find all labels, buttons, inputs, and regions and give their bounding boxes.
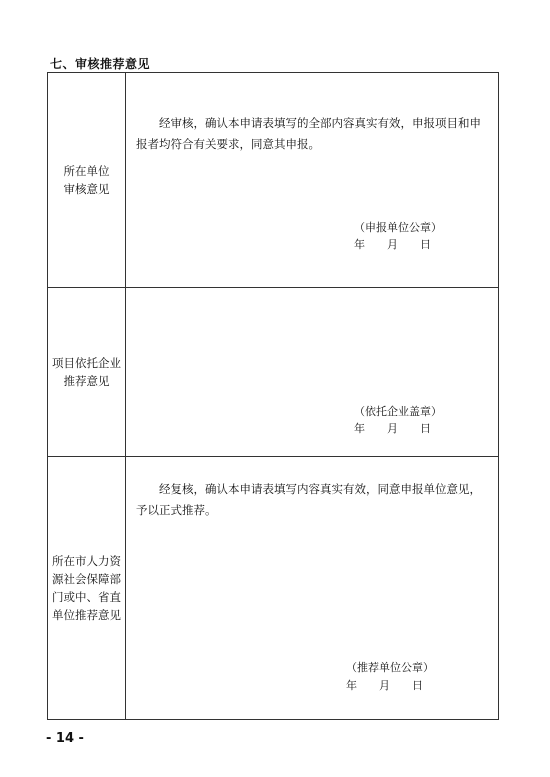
page-number: - 14 - [46, 731, 84, 746]
section-title: 七、审核推荐意见 [50, 57, 151, 71]
label-line: 项目依托企业 [52, 356, 121, 370]
label-line: 门或中、省直 [52, 590, 121, 604]
label-line: 所在市人力资 [52, 554, 121, 568]
row-label-hr-department-recommendation [48, 457, 126, 720]
label-line: 源社会保障部 [52, 572, 121, 586]
content-unit-review [126, 73, 499, 288]
table-row-unit-review [48, 73, 499, 288]
table-row-enterprise-recommendation [48, 288, 499, 457]
seal-note: （申报单位公章） [354, 221, 442, 234]
label-line: 审核意见 [63, 182, 110, 196]
date-line: 年 月 日 [346, 679, 423, 692]
label-line: 推荐意见 [63, 374, 110, 388]
date-line: 年 月 日 [354, 238, 431, 251]
review-table [47, 72, 499, 720]
opinion-text: 经复核，确认本申请表填写内容真实有效，同意申报单位意见，予以正式推荐。 [136, 482, 481, 517]
label-line: 所在单位 [63, 164, 110, 178]
date-line: 年 月 日 [354, 422, 431, 435]
table-row-hr-department-recommendation [48, 457, 499, 720]
seal-note: （推荐单位公章） [346, 661, 434, 674]
content-hr-department-recommendation [126, 457, 499, 720]
row-label-unit-review [48, 73, 126, 288]
row-label-enterprise-recommendation [48, 288, 126, 457]
seal-note: （依托企业盖章） [354, 405, 442, 418]
content-enterprise-recommendation [126, 288, 499, 457]
label-line: 单位推荐意见 [52, 608, 121, 622]
opinion-text: 经审核，确认本申请表填写的全部内容真实有效，申报项目和申报者均符合有关要求，同意其申报。 [136, 116, 481, 151]
